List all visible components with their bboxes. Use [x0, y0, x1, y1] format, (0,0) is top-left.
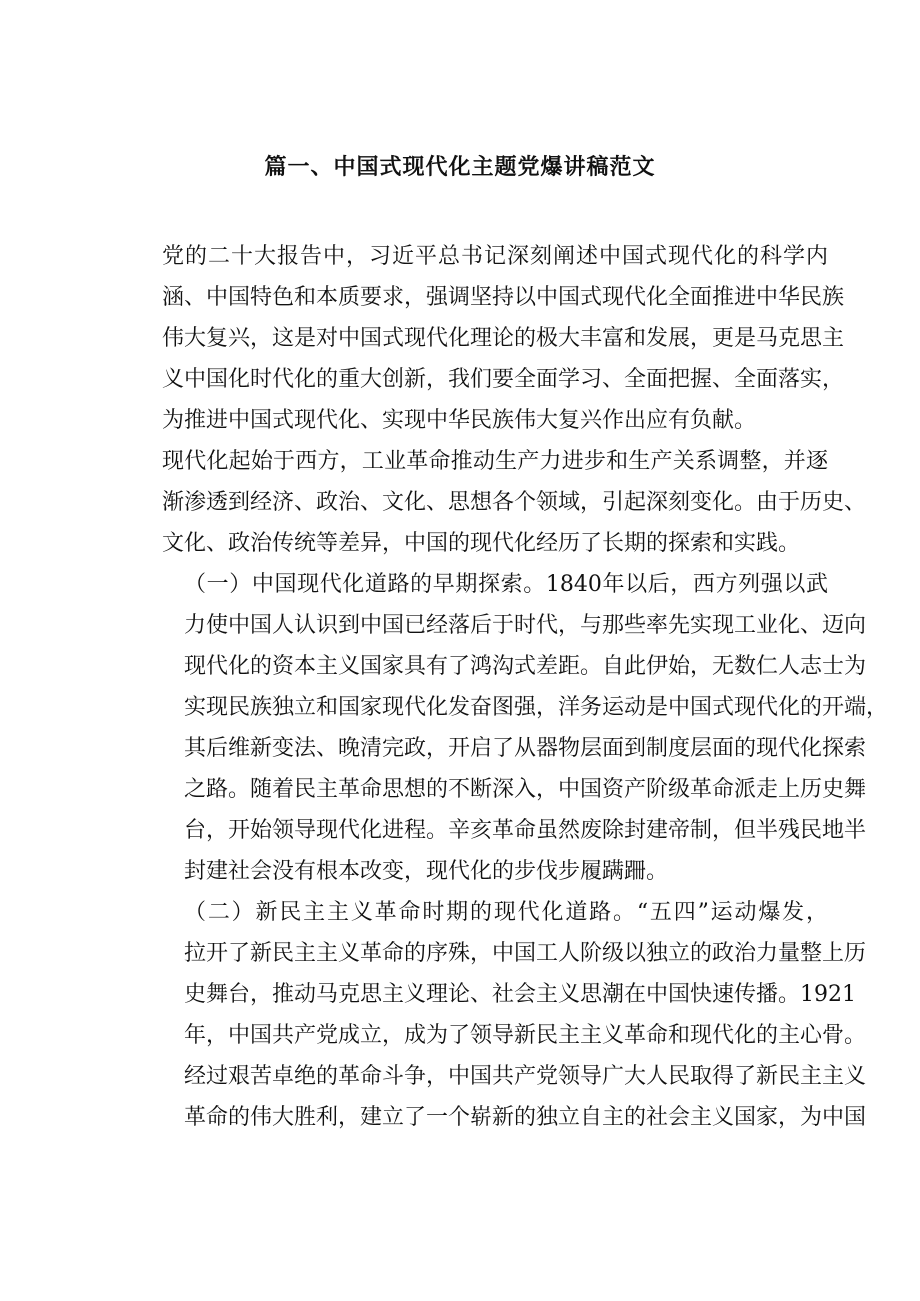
- paragraph-line: 实现民族独立和国家现代化发奋图强，洋务运动是中国式现代化的开端，: [184, 695, 889, 720]
- paragraph-line: 伟大复兴，这是对中国式现代化理论的极大丰富和发展，更是马克思主: [162, 326, 845, 351]
- paragraph-3: [118, 564, 889, 892]
- paragraph-line: 拉开了新民主主义革命的序殊，中国工人阶级以独立的政治力量整上历: [184, 941, 867, 966]
- paragraph-line: 义中国化时代化的重大创新，我们要全面学习、全面把握、全面落实，: [162, 367, 845, 392]
- paragraph-line: 现代化的资本主义国家具有了鸿沟式差距。自此伊始，无数仁人志士为: [184, 654, 867, 679]
- paragraph-line: 涵、中国特色和本质要求，强调坚持以中国式现代化全面推进中华民族: [162, 285, 845, 310]
- document-body: [118, 236, 889, 1138]
- paragraph-2: [118, 441, 867, 564]
- paragraph-line: （一）中国现代化道路的早期探索。1840年以后，西方列强以武: [184, 572, 828, 597]
- paragraph-line: 经过艰苦卓绝的革命斗争，中国共产党领导广大人民取得了新民主主义: [184, 1064, 867, 1089]
- paragraph-line: （二）新民主主义革命时期的现代化道路。“五四”运动爆发，: [184, 900, 828, 925]
- paragraph-line: 台，开始领导现代化进程。辛亥革命虽然废除封建帝制，但半残民地半: [184, 818, 867, 843]
- paragraph-line: 其后维新变法、晚清完政，开启了从器物层面到制度层面的现代化探索: [184, 736, 867, 761]
- paragraph-line: 之路。随着民主革命思想的不断深入，中国资产阶级革命派走上历史舞: [184, 777, 867, 802]
- paragraph-line: 为推进中国式现代化、实现中华民族伟大复兴作出应有负献。: [162, 408, 757, 433]
- paragraph-line: 党的二十大报告中，习近平总书记深刻阐述中国式现代化的科学内: [162, 244, 828, 269]
- paragraph-line: 史舞台，推动马克思主义理论、社会主义思潮在中国快速传播。1921: [184, 982, 856, 1007]
- paragraph-line: 革命的伟大胜利，建立了一个崭新的独立自主的社会主义国家，为中国: [184, 1105, 867, 1130]
- paragraph-line: 渐渗透到经济、政治、文化、思想各个领域，引起深刻变化。由于历史、: [162, 490, 867, 515]
- paragraph-line: 力使中国人认识到中国已经落后于时代，与那些率先实现工业化、迈向: [184, 613, 867, 638]
- paragraph-1: [118, 236, 845, 441]
- paragraph-line: 现代化起始于西方，工业革命推动生产力进步和生产关系调整，并逐: [162, 449, 828, 474]
- paragraph-4: [118, 892, 867, 1138]
- document-title: 篇一、中国式现代化主题党爆讲稿范文: [264, 155, 656, 180]
- paragraph-line: 封建社会没有根本改变，现代化的步伐步履蹒跚。: [184, 859, 669, 884]
- paragraph-line: 年，中国共产党成立，成为了领导新民主主义革命和现代化的主心骨。: [184, 1023, 867, 1048]
- paragraph-line: 文化、政治传统等差异，中国的现代化经历了长期的探索和实践。: [162, 531, 801, 556]
